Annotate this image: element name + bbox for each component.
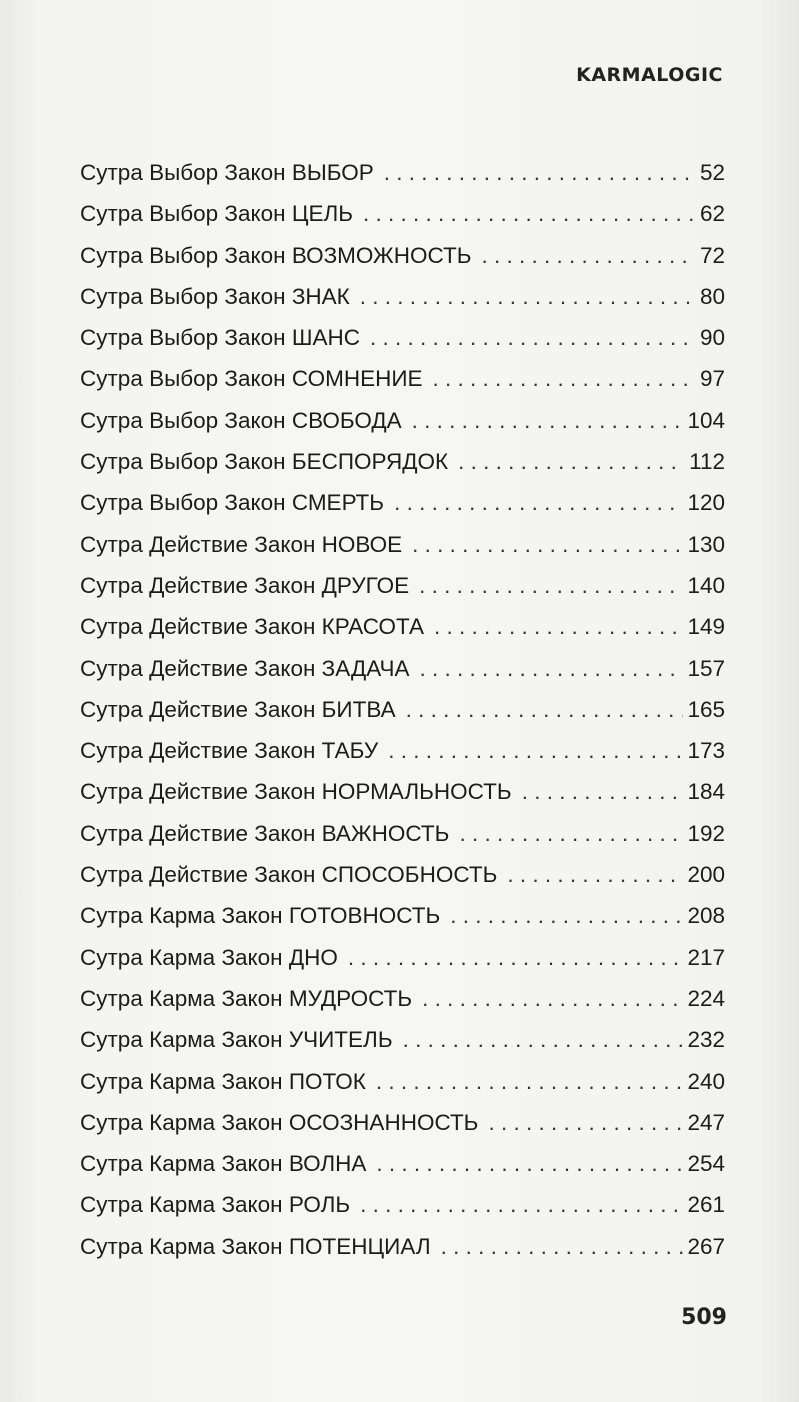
toc-entry <box>80 152 725 193</box>
toc-entry <box>80 358 725 399</box>
toc-entry-page: 149 <box>687 614 725 640</box>
dot-leader <box>434 606 683 647</box>
dot-leader <box>384 152 696 193</box>
toc-entry <box>80 813 725 854</box>
toc-entry-title: Сутра Карма Закон ОСОЗНАННОСТЬ <box>80 1109 479 1135</box>
toc-entry-title: Сутра Карма Закон ГОТОВНОСТЬ <box>80 903 441 929</box>
dot-leader <box>419 648 683 689</box>
toc-entry-page: 104 <box>687 407 725 433</box>
toc-entry <box>80 482 725 523</box>
toc-entry <box>80 689 725 730</box>
toc-entry-page: 224 <box>687 985 725 1011</box>
toc-entry-page: 72 <box>699 242 725 268</box>
toc-entry-title: Сутра Действие Закон ВАЖНОСТЬ <box>80 820 450 846</box>
toc-entry <box>80 648 725 689</box>
toc-entry-page: 80 <box>699 283 725 309</box>
toc-entry-title: Сутра Выбор Закон БЕСПОРЯДОК <box>80 449 449 475</box>
dot-leader <box>422 978 683 1019</box>
dot-leader <box>388 730 683 771</box>
toc-entry <box>80 854 725 895</box>
dot-leader <box>394 482 683 523</box>
toc-entry-page: 184 <box>687 779 725 805</box>
toc-entry <box>80 235 725 276</box>
toc-entry-page: 165 <box>687 696 725 722</box>
toc-entry-page: 200 <box>687 862 725 888</box>
toc-entry-page: 192 <box>687 820 725 846</box>
dot-leader <box>458 441 685 482</box>
toc-entry-title: Сутра Карма Закон УЧИТЕЛЬ <box>80 1027 393 1053</box>
toc-entry-title: Сутра Карма Закон ВОЛНА <box>80 1151 367 1177</box>
toc-entry-page: 52 <box>699 160 725 185</box>
toc-entry-page: 217 <box>687 944 725 970</box>
toc-entry-title: Сутра Карма Закон ДНО <box>80 944 338 970</box>
toc-entry <box>80 1019 725 1060</box>
toc-entry <box>80 730 725 771</box>
toc-entry <box>80 937 725 978</box>
toc-entry <box>80 895 725 936</box>
dot-leader <box>433 358 696 399</box>
toc-entry-title: Сутра Выбор Закон ЗНАК <box>80 283 350 309</box>
toc-entry-title: Сутра Действие Закон НОВОЕ <box>80 531 403 557</box>
toc-entry-page: 232 <box>687 1027 725 1053</box>
toc-entry-title: Сутра Действие Закон ДРУГОЕ <box>80 572 410 598</box>
toc-entry-title: Сутра Карма Закон ПОТЕНЦИАЛ <box>80 1233 431 1259</box>
toc-entry-title: Сутра Выбор Закон ЦЕЛЬ <box>80 201 353 227</box>
toc-entry <box>80 1143 725 1184</box>
toc-entry-page: 97 <box>699 366 725 392</box>
toc-entry-title: Сутра Карма Закон РОЛЬ <box>80 1192 351 1218</box>
toc-entry <box>80 606 725 647</box>
dot-leader <box>412 524 683 565</box>
toc-entry-page: 267 <box>687 1233 725 1259</box>
dot-leader <box>507 854 683 895</box>
dot-leader <box>459 813 683 854</box>
toc-entry <box>80 317 725 358</box>
toc-entry <box>80 400 725 441</box>
dot-leader <box>522 771 684 812</box>
dot-leader <box>360 276 696 317</box>
dot-leader <box>488 1102 683 1143</box>
toc-entry-page: 112 <box>689 449 725 475</box>
toc-entry-title: Сутра Действие Закон ЗАДАЧА <box>80 655 410 681</box>
toc-entry <box>80 1226 725 1267</box>
toc-entry <box>80 978 725 1019</box>
toc-entry <box>80 276 725 317</box>
dot-leader <box>348 937 684 978</box>
dot-leader <box>363 193 696 234</box>
toc-entry-title: Сутра Действие Закон СПОСОБНОСТЬ <box>80 862 498 888</box>
toc-entry-title: Сутра Карма Закон ПОТОК <box>80 1068 366 1094</box>
toc-entry-title: Сутра Выбор Закон СОМНЕНИЕ <box>80 366 423 392</box>
toc-entry-title: Сутра Действие Закон НОРМАЛЬНОСТЬ <box>80 779 512 805</box>
toc-entry <box>80 524 725 565</box>
toc-entry <box>80 1184 725 1225</box>
toc-entry-page: 173 <box>687 738 725 764</box>
toc-entry-title: Сутра Действие Закон ТАБУ <box>80 738 379 764</box>
dot-leader <box>370 317 696 358</box>
toc-entry <box>80 441 725 482</box>
toc-entry-page: 240 <box>687 1068 725 1094</box>
dot-leader <box>450 895 683 936</box>
toc-entry-title: Сутра Действие Закон КРАСОТА <box>80 614 425 640</box>
dot-leader <box>481 235 696 276</box>
table-of-contents <box>80 152 725 1267</box>
toc-entry-page: 130 <box>687 531 725 557</box>
dot-leader <box>403 1019 684 1060</box>
toc-entry-title: Сутра Выбор Закон ВОЗМОЖНОСТЬ <box>80 242 472 268</box>
dot-leader <box>441 1226 684 1267</box>
page-number: 509 <box>681 1305 727 1330</box>
toc-entry-page: 261 <box>687 1192 725 1218</box>
dot-leader <box>419 565 683 606</box>
running-head: KARMALOGIC <box>576 64 723 86</box>
toc-entry <box>80 1102 725 1143</box>
toc-entry-page: 254 <box>687 1151 725 1177</box>
toc-entry-page: 120 <box>687 490 725 516</box>
toc-entry-page: 140 <box>687 572 725 598</box>
toc-entry-page: 62 <box>699 201 725 227</box>
toc-entry-title: Сутра Действие Закон БИТВА <box>80 696 396 722</box>
toc-entry-page: 90 <box>699 325 725 351</box>
dot-leader <box>412 400 684 441</box>
toc-entry <box>80 565 725 606</box>
toc-entry-title: Сутра Выбор Закон ВЫБОР <box>80 160 374 185</box>
toc-entry-page: 208 <box>687 903 725 929</box>
toc-entry <box>80 1061 725 1102</box>
dot-leader <box>376 1143 683 1184</box>
toc-entry <box>80 771 725 812</box>
toc-entry-title: Сутра Выбор Закон СМЕРТЬ <box>80 490 385 516</box>
toc-entry-page: 157 <box>687 655 725 681</box>
dot-leader <box>406 689 684 730</box>
toc-entry-page: 247 <box>687 1109 725 1135</box>
toc-entry <box>80 193 725 234</box>
toc-entry-title: Сутра Карма Закон МУДРОСТЬ <box>80 985 413 1011</box>
toc-entry-title: Сутра Выбор Закон СВОБОДА <box>80 407 402 433</box>
toc-entry-title: Сутра Выбор Закон ШАНС <box>80 325 360 351</box>
dot-leader <box>376 1061 684 1102</box>
dot-leader <box>360 1184 683 1225</box>
